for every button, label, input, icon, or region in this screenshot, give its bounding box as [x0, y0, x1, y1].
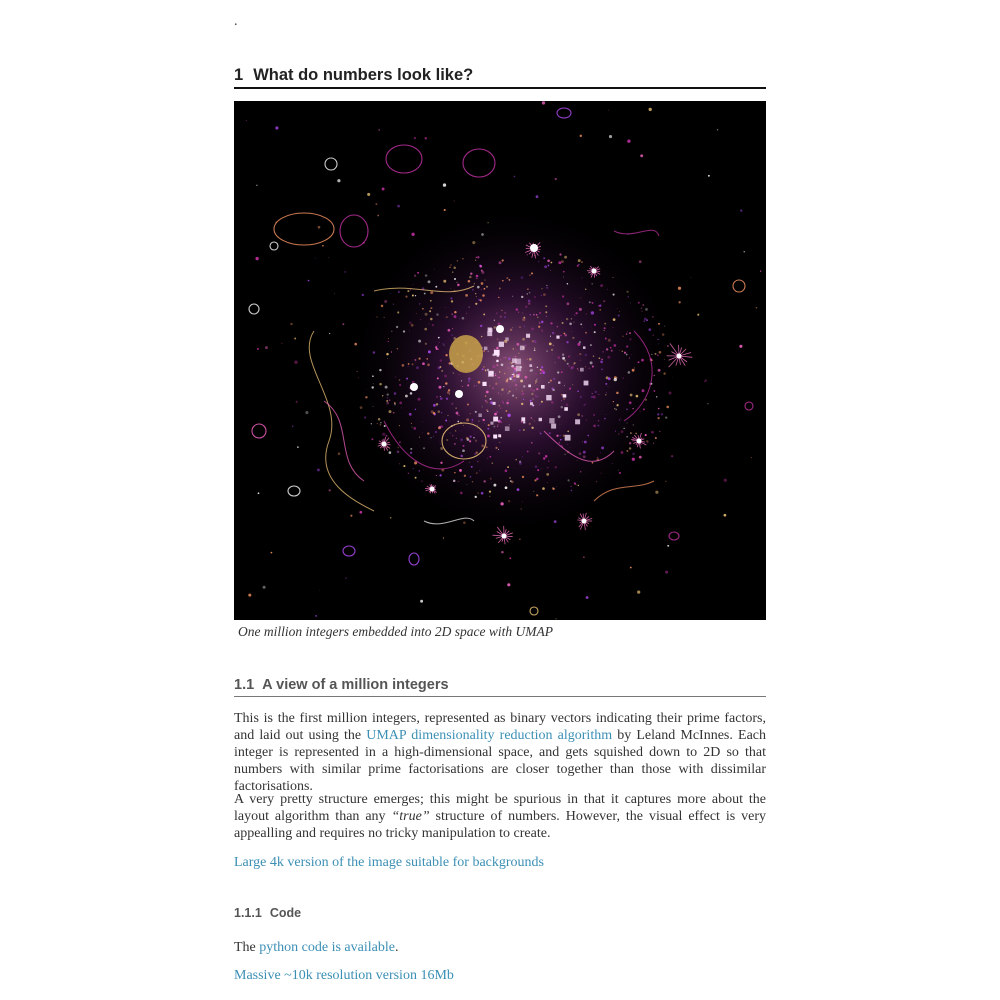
- paragraph-structure: [234, 791, 766, 842]
- subsection-number: 1.1: [234, 677, 255, 693]
- umap-figure: [234, 101, 766, 620]
- paragraph-intro: [234, 710, 766, 795]
- subsection-title: A view of a million integers: [262, 677, 449, 693]
- subsection-heading: [234, 675, 766, 697]
- paragraph-text: This is the first million integers, represented as binary vectors indicating their prime factors, and laid out using the: [234, 711, 766, 743]
- paragraph-text: A very pretty structure emerges; this might be spurious in that it captures more about the layout algorithm than any: [234, 792, 766, 824]
- top-mark: .: [234, 14, 238, 29]
- paragraph-text: The: [234, 940, 260, 955]
- section-title: What do numbers look like?: [253, 66, 474, 84]
- large-4k-link[interactable]: Large 4k version of the image suitable for backgrounds: [234, 855, 544, 870]
- python-code-link[interactable]: python code is available: [259, 940, 395, 955]
- section-number: 1: [234, 66, 244, 84]
- umap-image: [234, 101, 766, 620]
- paragraph-code: [234, 939, 766, 956]
- figure-caption: One million integers embedded into 2D space with UMAP: [238, 624, 553, 639]
- code-section-number: 1.1.1: [234, 906, 262, 920]
- paragraph-text: .: [394, 940, 399, 955]
- paragraph-text: structure of numbers. However, the visual effect is very appealling and requires no tricky manipulation to create.: [234, 809, 767, 841]
- umap-link[interactable]: UMAP dimensionality reduction algorithm: [366, 728, 613, 743]
- paragraph-text: by Leland McInnes. Each integer is represented in a high-dimensional space, and gets squished down to 2D so that numbers with similar prime factorisations are closer together than those with dissimilar factorisations.: [234, 728, 766, 794]
- emphasis-true: “true”: [391, 809, 430, 824]
- massive-10k-link[interactable]: Massive ~10k resolution version 16Mb: [234, 968, 454, 983]
- code-heading: [234, 906, 301, 920]
- code-section-title: Code: [269, 906, 302, 920]
- section-heading: [234, 65, 766, 89]
